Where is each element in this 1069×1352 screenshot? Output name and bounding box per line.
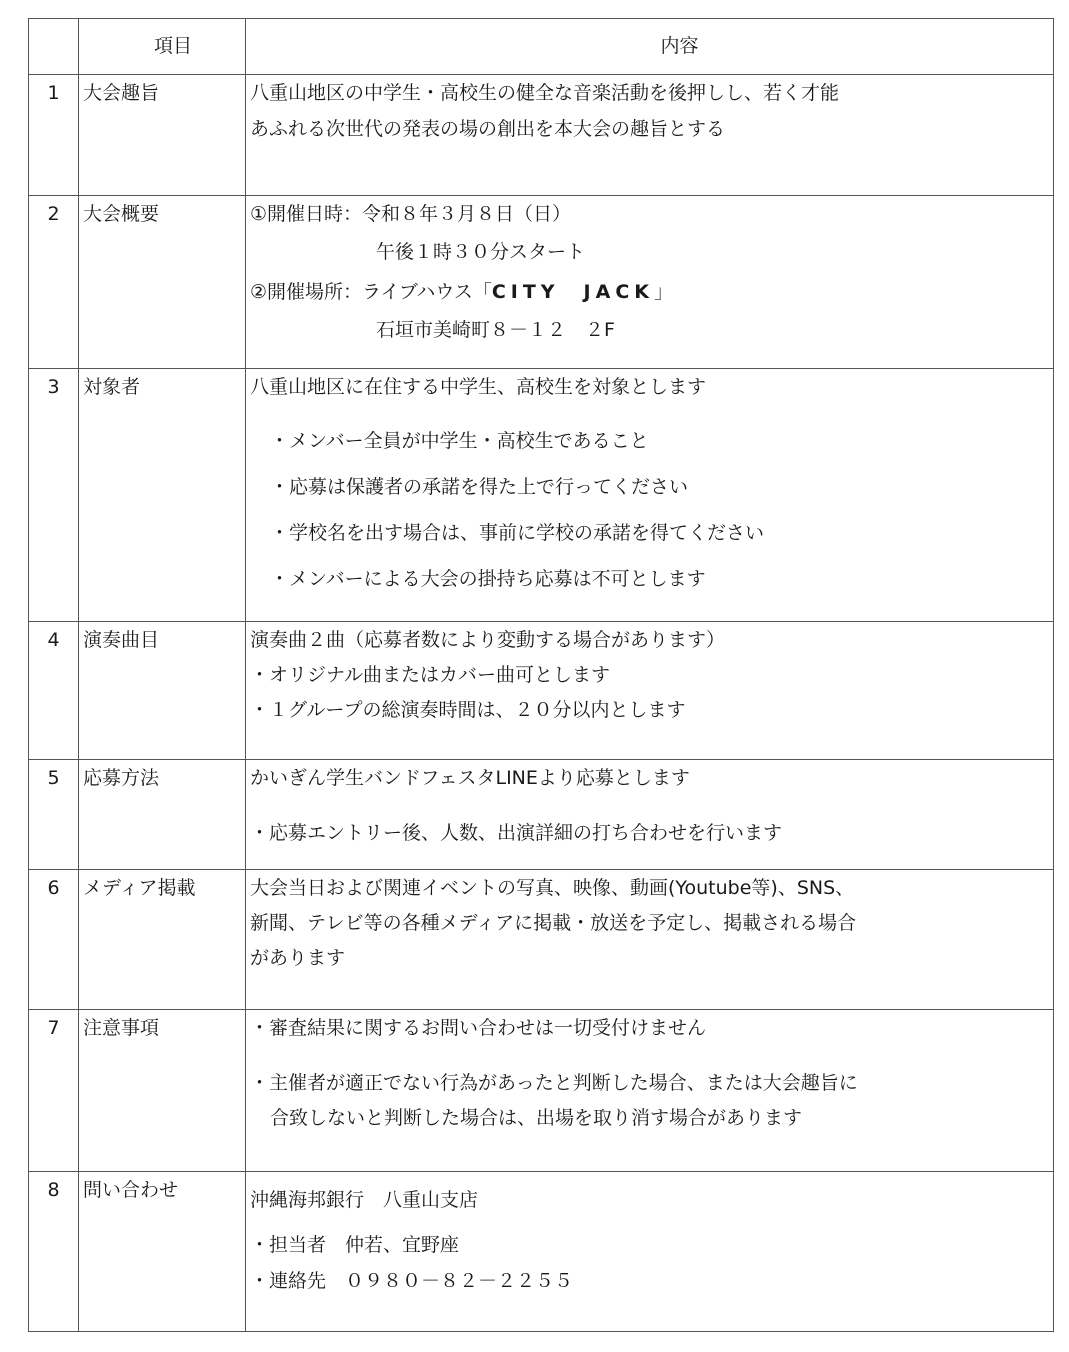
content-intro: かいぎん学生バンドフェスタLINEより応募とします xyxy=(250,767,690,789)
bullet-item: ・応募は保護者の承諾を得た上で行ってください xyxy=(270,476,689,498)
table-row xyxy=(29,196,1054,369)
table-header-row xyxy=(29,19,1054,75)
row-number: 2 xyxy=(29,196,79,369)
row-number: 1 xyxy=(29,75,79,196)
row-item: 注意事項 xyxy=(79,1010,246,1172)
row-item: 大会趣旨 xyxy=(79,75,246,196)
contact-organization: 沖縄海邦銀行 八重山支店 xyxy=(250,1189,479,1211)
table-row xyxy=(29,760,1054,870)
row-content xyxy=(246,196,1054,369)
row-item: 対象者 xyxy=(79,369,246,622)
venue-line xyxy=(250,280,1053,305)
bullet-item: ・学校名を出す場合は、事前に学校の承諾を得てください xyxy=(270,522,765,544)
venue-label: ②開催場所： xyxy=(250,281,363,303)
row-content xyxy=(246,369,1054,622)
row-number: 8 xyxy=(29,1172,79,1332)
content-intro: 八重山地区に在住する中学生、高校生を対象とします xyxy=(250,376,707,398)
contact-phone: ・連絡先 ０９８０－８２－２２５５ xyxy=(250,1270,574,1292)
row-item: 演奏曲目 xyxy=(79,622,246,760)
row-content xyxy=(246,75,1054,196)
content-note: ・主催者が適正でない行為があったと判断した場合、または大会趣旨に xyxy=(250,1072,858,1094)
date-label: ①開催日時： xyxy=(250,203,363,225)
row-number: 3 xyxy=(29,369,79,622)
content-line: 大会当日および関連イベントの写真、映像、動画(Youtube等)、SNS、 xyxy=(250,877,855,899)
row-number: 6 xyxy=(29,870,79,1010)
header-num-cell xyxy=(29,19,79,75)
table-row xyxy=(29,870,1054,1010)
table-row xyxy=(29,1010,1054,1172)
date-line xyxy=(250,202,1053,227)
guidelines-table xyxy=(28,18,1054,1332)
content-note-continued: 合致しないと判断した場合は、出場を取り消す場合があります xyxy=(270,1107,803,1129)
row-content xyxy=(246,622,1054,760)
row-content xyxy=(246,1172,1054,1332)
table-row xyxy=(29,369,1054,622)
table-row xyxy=(29,75,1054,196)
content-line: 演奏曲２曲（応募者数により変動する場合があります） xyxy=(250,629,726,651)
row-item: 応募方法 xyxy=(79,760,246,870)
row-item: 大会概要 xyxy=(79,196,246,369)
address-line: 石垣市美崎町８－１２ ２F xyxy=(376,319,615,341)
row-number: 5 xyxy=(29,760,79,870)
venue-suffix: 」 xyxy=(654,281,674,303)
row-item: メディア掲載 xyxy=(79,870,246,1010)
content-line: ・オリジナル曲またはカバー曲可とします xyxy=(250,664,611,686)
time-line: 午後１時３０分スタート xyxy=(376,241,586,263)
row-item: 問い合わせ xyxy=(79,1172,246,1332)
content-note: ・応募エントリー後、人数、出演詳細の打ち合わせを行います xyxy=(250,822,783,844)
row-content xyxy=(246,760,1054,870)
table-row xyxy=(29,622,1054,760)
venue-prefix: ライブハウス「 xyxy=(362,281,492,303)
date-value: 令和８年３月８日（日） xyxy=(362,203,572,225)
row-content xyxy=(246,1010,1054,1172)
content-line: 新聞、テレビ等の各種メディアに掲載・放送を予定し、掲載される場合 xyxy=(250,912,857,934)
row-number: 4 xyxy=(29,622,79,760)
bullet-item: ・メンバーによる大会の掛持ち応募は不可とします xyxy=(270,568,706,590)
content-line: があります xyxy=(250,947,346,969)
venue-name: CITY JACK xyxy=(491,281,655,303)
contact-person: ・担当者 仲若、宜野座 xyxy=(250,1234,460,1256)
header-item: 項目 xyxy=(79,19,246,75)
content-note: ・審査結果に関するお問い合わせは一切受付けません xyxy=(250,1017,707,1039)
content-line: あふれる次世代の発表の場の創出を本大会の趣旨とする xyxy=(250,118,726,140)
content-line: ・１グループの総演奏時間は、２０分以内とします xyxy=(250,699,686,721)
row-content xyxy=(246,870,1054,1010)
row-number: 7 xyxy=(29,1010,79,1172)
content-line: 八重山地区の中学生・高校生の健全な音楽活動を後押しし、若く才能 xyxy=(250,82,840,104)
table-row xyxy=(29,1172,1054,1332)
bullet-item: ・メンバー全員が中学生・高校生であること xyxy=(270,430,649,452)
header-content: 内容 xyxy=(246,19,1054,75)
